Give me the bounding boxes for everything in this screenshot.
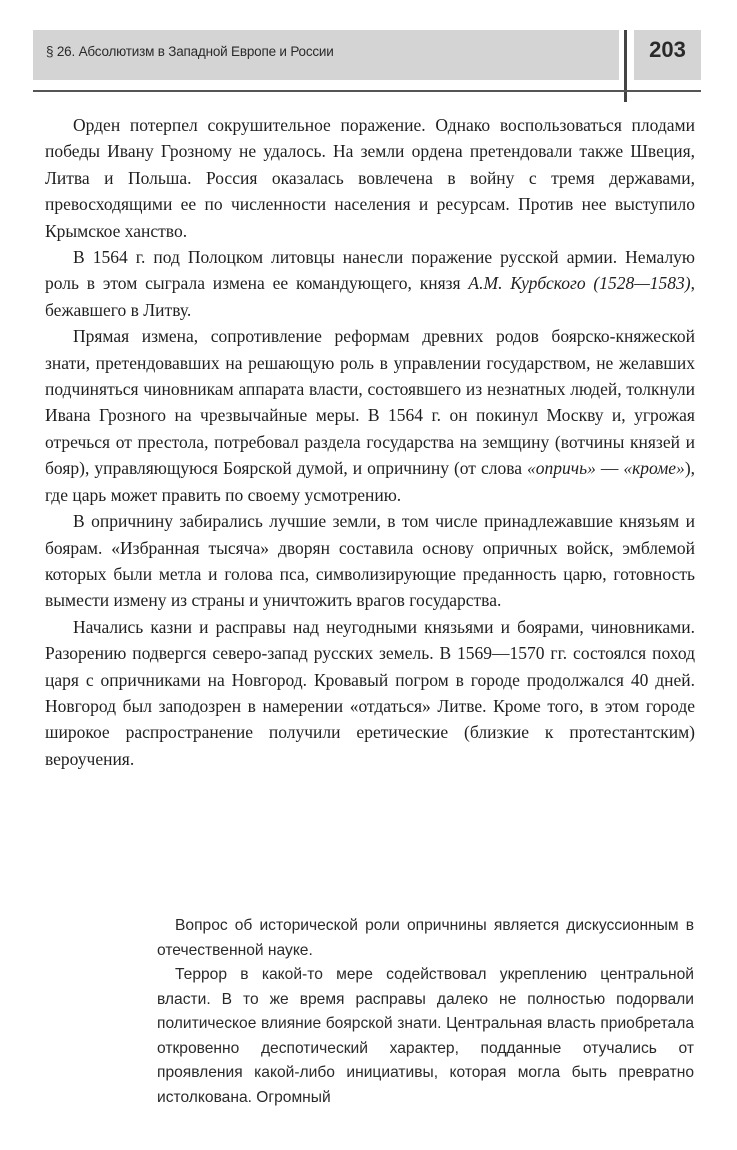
paragraph-2-start: В 1564 г. под Полоцком литовцы нанесли поражение русской армии. Немалую роль в этом сыграла измена ее командующего, князя bbox=[45, 247, 695, 294]
main-text bbox=[45, 112, 695, 772]
term-dash: — bbox=[595, 458, 624, 479]
paragraph-2-end: , бежавшего в Литву. bbox=[45, 273, 695, 320]
kurbsky-name: А.М. Курбского (1528—1583) bbox=[468, 273, 691, 294]
term-krome: «кроме» bbox=[623, 458, 685, 479]
paragraph-2 bbox=[45, 244, 695, 323]
paragraph-3-start: Прямая измена, сопротивление реформам древних родов боярско-княжеской знати, претендовавших на решающую роль в управлении государством, не желавших подчиняться чиновникам аппарата власти, состоявшего из незнатных людей, толкнули Ивана Грозного на чрезвычайные меры. В 1564 г. он покинул Москву и, угрожая отречься от престола, потребовал раздела государства на земщину (вотчины князей и бояр), управляющуюся Боярской думой, и опричнину (от слова bbox=[45, 326, 695, 479]
paragraph-4: В опричнину забирались лучшие земли, в том числе принадлежавшие князьям и боярам. «Избранная тысяча» дворян составила основу опричных войск, эмблемой которых были метла и голова пса, символизирующие преданность царю, готовность вымести измену из страны и уничтожить врагов государства. bbox=[45, 511, 695, 611]
paragraph-3 bbox=[45, 323, 695, 508]
paragraph-3-end: ), где царь может править по своему усмотрению. bbox=[45, 458, 696, 505]
aside-paragraph-2: Террор в какой-то мере содействовал укреплению центральной власти. В то же время расправы далеко не полностью подорвали политическое влияние боярской знати. Центральная власть приобретала откровенно деспотический характер, подданные отучались от проявления какой-либо инициативы, которая могла быть превратно истолкована. Огромный bbox=[157, 966, 694, 1106]
running-header-title: § 26. Абсолютизм в Западной Европе и России bbox=[46, 44, 334, 59]
term-oprich: «опричь» bbox=[527, 458, 596, 479]
header-rule bbox=[33, 90, 701, 92]
paragraph-1: Орден потерпел сокрушительное поражение. Однако воспользоваться плодами победы Ивану Грозному не удалось. На земли ордена претендовали также Швеция, Литва и Польша. Россия оказалась вовлечена в войну с тремя державами, превосходящими ее по численности населения и ресурсам. Против нее выступило Крымское ханство. bbox=[45, 115, 695, 241]
aside-paragraph-1: Вопрос об исторической роли опричнины является дискуссионным в отечественной науке. bbox=[157, 917, 694, 959]
aside-text bbox=[157, 914, 694, 1110]
page-number: 203 bbox=[649, 37, 686, 62]
paragraph-5: Начались казни и расправы над неугодными князьями и боярами, чиновниками. Разорению подвергся северо-запад русских земель. В 1569—1570 гг. состоялся поход царя с опричниками на Новгород. Кровавый погром в городе продолжался 40 дней. Новгород был заподозрен в намерении «отдаться» Литве. Кроме того, в этом городе широкое распространение получили еретические (близкие к протестантским) вероучения. bbox=[45, 616, 695, 769]
